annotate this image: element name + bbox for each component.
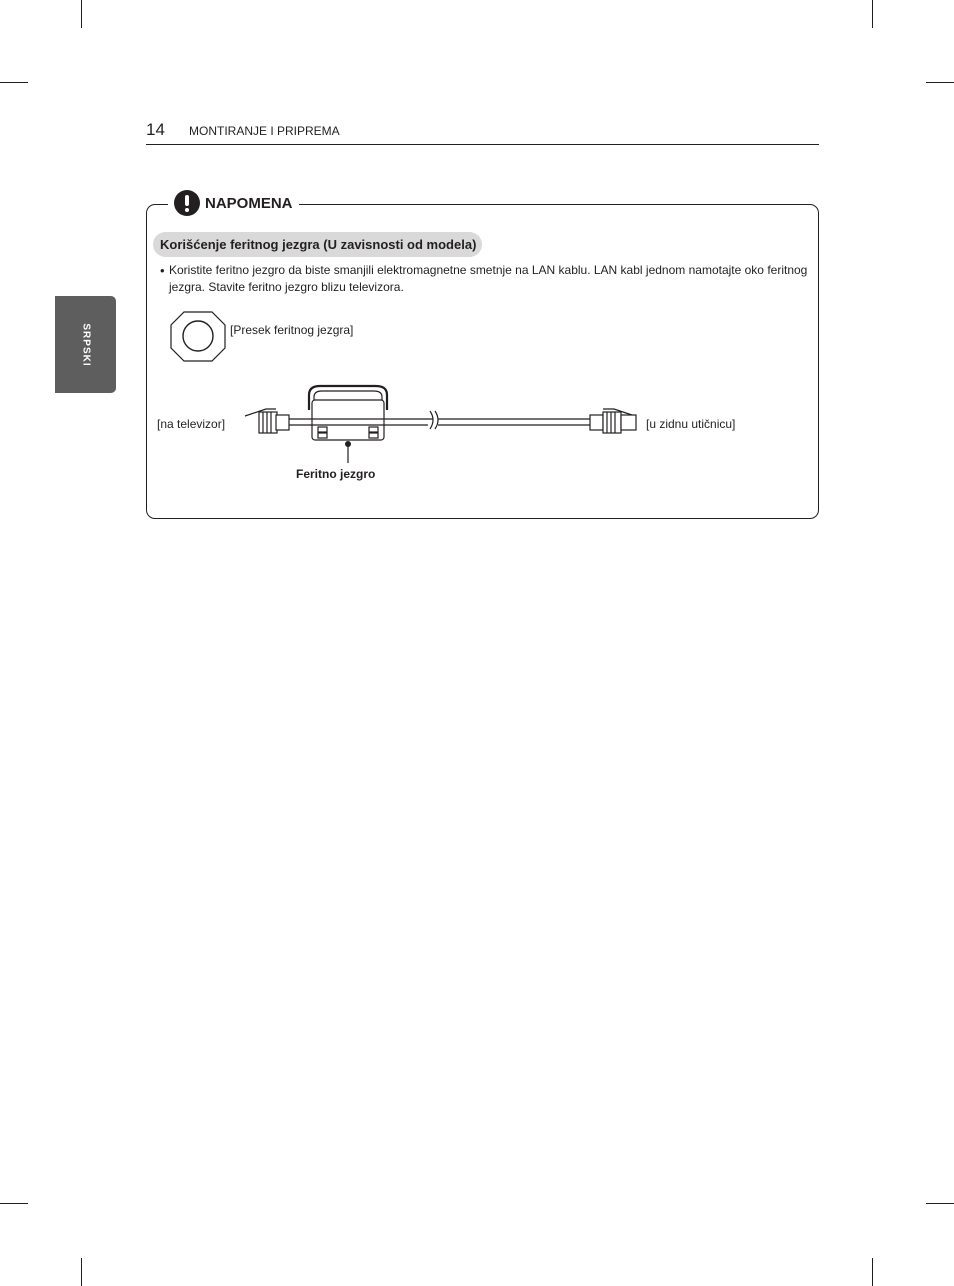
note-bullet-text: Koristite feritno jezgro da biste smanjili elektromagnetne smetnje na LAN kablu. LAN kabl jednom namotajte oko feritnog jezgra. Stavite feritno jezgro blizu televizora. [169,263,808,294]
page-number: 14 [146,120,165,139]
lan-plug-tv-side-icon [245,409,289,433]
bullet-dot: • [160,263,165,278]
section-title: MONTIRANJE I PRIPREMA [189,124,340,138]
pointer-dot [345,441,351,447]
wall-side-label: [u zidnu utičnicu] [646,417,736,431]
note-label: NAPOMENA [205,194,293,212]
ferrite-core-label: Feritno jezgro [296,467,376,481]
language-tab-label: SRPSKI [80,322,91,367]
ferrite-core-icon [309,386,387,440]
cross-section-label: [Presek feritnog jezgra] [230,323,354,337]
tv-side-label: [na televizor] [157,417,226,431]
note-subtitle: Korišćenje feritnog jezgra (U zavisnosti od modela) [153,232,482,257]
ferrite-cross-section-icon [171,312,225,361]
lan-plug-wall-side-icon [590,409,636,433]
